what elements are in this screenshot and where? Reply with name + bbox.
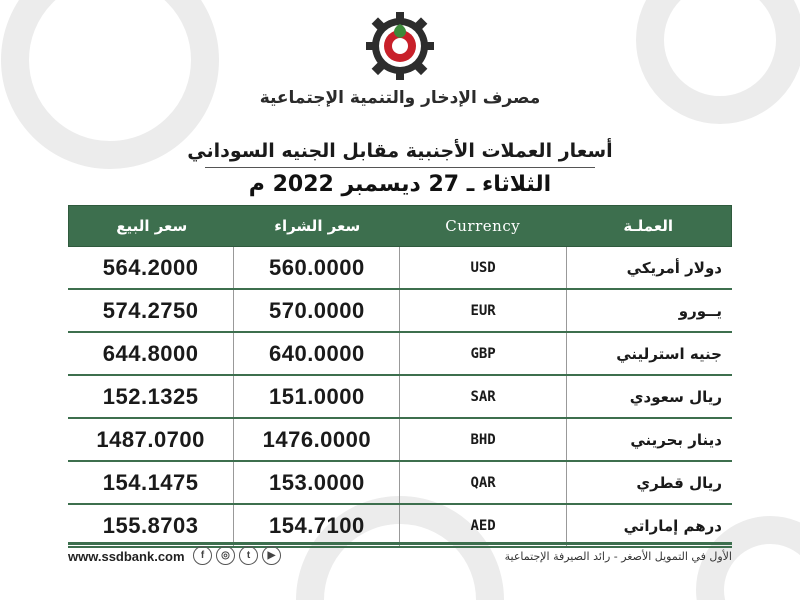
buy-rate: 560.0000	[268, 254, 365, 280]
bank-name: مصرف الإدخار والتنمية الإجتماعية	[259, 88, 541, 108]
currency-name: درهم إماراتي	[623, 516, 722, 535]
page-date: الثلاثاء ـ 27 ديسمبر 2022 م	[248, 172, 552, 197]
currency-code: AED	[399, 505, 566, 546]
title-underline	[205, 167, 595, 168]
header-buy-rate: سعر الشراء	[274, 217, 361, 235]
sell-rate: 644.8000	[68, 333, 234, 374]
currency-code: EUR	[399, 290, 566, 331]
sell-rate: 574.2750	[68, 290, 234, 331]
buy-rate: 570.0000	[268, 297, 365, 323]
currency-name: جنيه استرليني	[616, 344, 722, 363]
table-row	[68, 376, 732, 419]
sell-rate: 564.2000	[68, 247, 234, 288]
header-currency-arabic: العملـة	[623, 217, 674, 235]
footer-divider	[68, 542, 732, 545]
table-row	[68, 247, 732, 290]
facebook-icon[interactable]: f	[193, 546, 212, 565]
header-sell-rate: سعر البيع	[116, 217, 188, 235]
page-title: أسعار العملات الأجنبية مقابل الجنيه السوداني	[187, 140, 613, 162]
sell-rate: 154.1475	[68, 462, 234, 503]
sell-rate: 155.8703	[68, 505, 234, 546]
youtube-icon[interactable]: ▶	[262, 546, 281, 565]
currency-name: دينار بحريني	[630, 430, 722, 449]
social-links	[193, 546, 281, 565]
instagram-icon[interactable]: ◎	[216, 546, 235, 565]
buy-rate: 154.7100	[268, 512, 365, 538]
website-link[interactable]: www.ssdbank.com	[68, 549, 185, 564]
sell-rate: 152.1325	[68, 376, 234, 417]
buy-rate: 153.0000	[268, 469, 365, 495]
table-header	[68, 205, 732, 247]
currency-code: USD	[399, 247, 566, 288]
currency-code: GBP	[399, 333, 566, 374]
buy-rate: 640.0000	[268, 340, 365, 366]
currency-name: ريال سعودي	[629, 387, 722, 406]
sell-rate: 1487.0700	[68, 419, 234, 460]
footer-tagline: الأول في التمويل الأصغر - رائد الصيرفة الإجتماعية	[504, 550, 732, 563]
table-row	[68, 333, 732, 376]
header-currency-english: Currency	[445, 217, 521, 235]
table-row	[68, 462, 732, 505]
currency-code: BHD	[399, 419, 566, 460]
table-row	[68, 419, 732, 462]
currency-name: ريال قطري	[636, 473, 722, 492]
table-row	[68, 290, 732, 333]
currency-code: SAR	[399, 376, 566, 417]
currency-name: دولار أمريكي	[626, 258, 722, 277]
twitter-icon[interactable]: t	[239, 546, 258, 565]
currency-name: يــورو	[678, 301, 722, 320]
currency-code: QAR	[399, 462, 566, 503]
exchange-rate-table	[68, 205, 732, 548]
bank-logo	[362, 6, 438, 82]
buy-rate: 151.0000	[268, 383, 365, 409]
buy-rate: 1476.0000	[262, 426, 372, 452]
